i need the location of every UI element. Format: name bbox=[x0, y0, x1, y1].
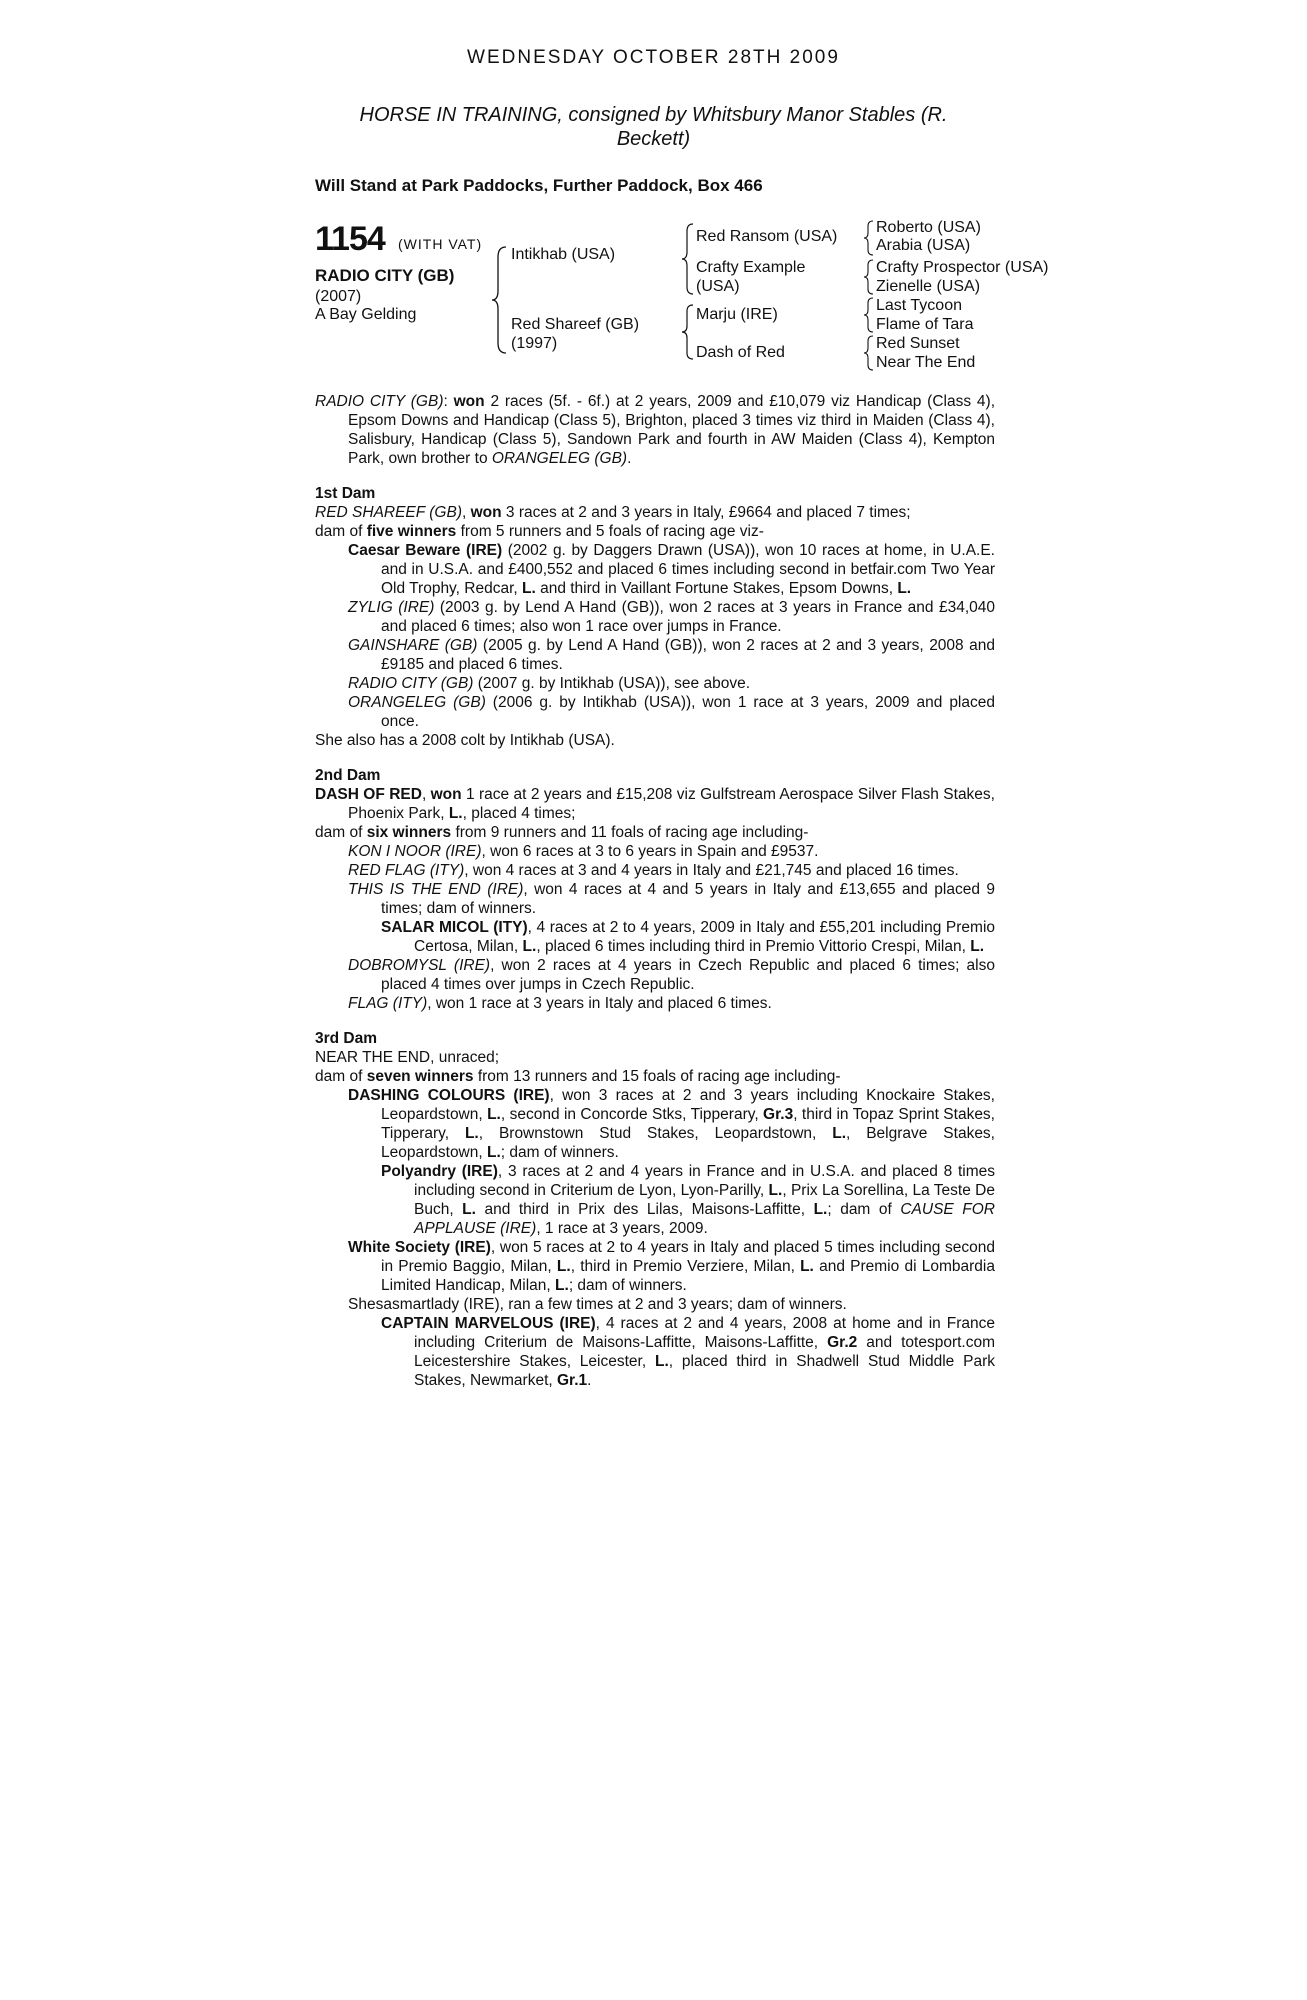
summary-horse-name: RADIO CITY (GB) bbox=[315, 393, 444, 410]
produce-text: (2003 g. by Lend A Hand (GB)), won 2 races at 3 years in France and £34,040 and placed 6 times; also won 1 race over jumps in France. bbox=[381, 599, 995, 635]
third-dam-runners: from 13 runners and 15 foals of racing age including- bbox=[473, 1068, 841, 1085]
produce-text: , 1 race at 3 years, 2009. bbox=[536, 1220, 708, 1237]
first-dam-won: won bbox=[470, 504, 502, 521]
second-dam-won: won bbox=[430, 786, 462, 803]
produce-text: ; dam of winners. bbox=[500, 1144, 619, 1161]
pedigree-dam-sire: Marju (IRE) bbox=[696, 306, 778, 323]
produce-text: , Brownstown Stud Stakes, Leopardstown, bbox=[478, 1125, 833, 1142]
first-dam-runners: from 5 runners and 5 foals of racing age viz- bbox=[456, 523, 764, 540]
produce-entry bbox=[315, 994, 995, 1013]
first-dam-also: She also has a 2008 colt by Intikhab (USA). bbox=[315, 732, 615, 749]
produce-name: ZYLIG (IRE) bbox=[348, 599, 435, 616]
produce-text: ; dam of bbox=[827, 1201, 901, 1218]
listed-mark: L. bbox=[487, 1144, 501, 1161]
first-dam-produce-line bbox=[315, 522, 995, 541]
consignment-text: HORSE IN TRAINING, consigned by Whitsbury Manor Stables (R. Beckett) bbox=[359, 104, 948, 150]
listed-mark: L. bbox=[555, 1277, 569, 1294]
produce-name: RED FLAG (ITY) bbox=[348, 862, 465, 879]
first-dam-heading: 1st Dam bbox=[315, 485, 376, 502]
third-dam-winners: seven winners bbox=[366, 1068, 474, 1085]
produce-entry bbox=[315, 674, 995, 693]
listed-mark: L. bbox=[654, 1353, 669, 1370]
pedigree-g3-4: Zienelle (USA) bbox=[876, 278, 981, 295]
first-dam-winners: five winners bbox=[366, 523, 457, 540]
pedigree-sire-dam-country: (USA) bbox=[696, 278, 740, 295]
pedigree-g3-5: Last Tycoon bbox=[876, 297, 962, 314]
pedigree-brace-g4 bbox=[862, 334, 876, 372]
produce-text: , Belgrave Stakes, Leopardstown, bbox=[381, 1125, 995, 1161]
first-dam-text: 3 races at 2 and 3 years in Italy, £9664 and placed 7 times; bbox=[501, 504, 911, 521]
consignment-line bbox=[0, 103, 1307, 151]
first-dam-line: RED SHAREEF (GB), won 3 races at 2 and 3 years in Italy, £9664 and placed 7 times; bbox=[315, 504, 911, 521]
produce-text: . bbox=[587, 1372, 592, 1389]
group-mark: Gr.2 bbox=[827, 1334, 858, 1351]
second-dam-text: 1 race at 2 years and £15,208 viz Gulfstream Aerospace Silver Flash Stakes, Phoenix Park, bbox=[348, 786, 995, 822]
listed-mark: L. bbox=[464, 1125, 479, 1142]
produce-text: , won 1 race at 3 years in Italy and placed 6 times. bbox=[427, 995, 772, 1012]
pedigree-brace-main bbox=[490, 245, 510, 355]
third-dam-dam-of: dam of bbox=[315, 1068, 367, 1085]
produce-text: and third in Prix des Lilas, Maisons-Laffitte, bbox=[475, 1201, 814, 1218]
produce-name: FLAG (ITY) bbox=[348, 995, 428, 1012]
produce-text: and totesport.com Leicestershire Stakes, Leicester, bbox=[414, 1334, 996, 1370]
produce-name: CAPTAIN MARVELOUS (IRE) bbox=[381, 1315, 596, 1332]
produce-name: Polyandry (IRE) bbox=[381, 1163, 498, 1180]
produce-entry bbox=[315, 541, 995, 598]
produce-text: , won 2 races at 4 years in Czech Republic and placed 6 times; also placed 4 times over jumps in Czech Republic. bbox=[381, 957, 995, 993]
third-dam-heading: 3rd Dam bbox=[315, 1030, 378, 1047]
produce-text: , won 4 races at 4 and 5 years in Italy and £13,655 and placed 9 times; dam of winners. bbox=[381, 881, 995, 917]
produce-entry bbox=[315, 693, 995, 731]
race-record-summary: RADIO CITY (GB): won 2 races (5f. - 6f.) at 2 years, 2009 and £10,079 viz Handicap (Class 4), Epsom Downs and Handicap (Class 5), Brighton, placed 3 times viz third in Maiden (Class 4), Salisbury, Handicap (Class 5), Sandown Park and fourth in AW Maiden (Class 4), Kempton Park, own brother to ORANGELEG (GB). bbox=[315, 393, 995, 467]
produce-text: , placed 6 times including third in Premio Vittorio Crespi, Milan, bbox=[536, 938, 971, 955]
produce-entry bbox=[315, 1162, 995, 1238]
produce-text: , placed third in Shadwell Stud Middle Park Stakes, Newmarket, bbox=[414, 1353, 995, 1389]
listed-mark: L. bbox=[522, 938, 537, 955]
produce-text: , 4 races at 2 and 4 years, 2008 at home and in France including Criterium de Maisons-Laffitte, Maisons-Laffitte, bbox=[414, 1315, 995, 1351]
produce-name: White Society (IRE) bbox=[348, 1239, 491, 1256]
pedigree-brace-sire bbox=[680, 222, 696, 296]
produce-text: , won 4 races at 3 and 4 years in Italy and £21,745 and placed 16 times. bbox=[464, 862, 959, 879]
pedigree-brace-g2 bbox=[862, 258, 876, 296]
summary-end: . bbox=[627, 450, 632, 467]
produce-text: , won 5 races at 2 to 4 years in Italy and placed 5 times including second in Premio Baggio, Milan, bbox=[381, 1239, 995, 1275]
listed-mark: L. bbox=[897, 580, 912, 597]
pedigree-sire-sire: Red Ransom (USA) bbox=[696, 228, 838, 245]
produce-entry bbox=[315, 1238, 995, 1295]
listed-mark: L. bbox=[487, 1106, 501, 1123]
summary-brother: ORANGELEG (GB) bbox=[491, 450, 628, 467]
horse-year: (2007) bbox=[315, 288, 362, 305]
produce-name: ORANGELEG (GB) bbox=[348, 694, 486, 711]
produce-text: (2005 g. by Lend A Hand (GB)), won 2 races at 2 and 3 years, 2008 and £9185 and placed 6 times. bbox=[381, 637, 995, 673]
produce-text: , won 6 races at 3 to 6 years in Spain and £9537. bbox=[481, 843, 819, 860]
listed-mark: L. bbox=[556, 1258, 571, 1275]
horse-name: RADIO CITY (GB) bbox=[315, 266, 455, 285]
pedigree-g3-6: Flame of Tara bbox=[876, 316, 974, 333]
produce-name: DOBROMYSL (IRE) bbox=[348, 957, 491, 974]
produce-entry bbox=[315, 1086, 995, 1162]
pedigree-g3-2: Arabia (USA) bbox=[876, 237, 971, 254]
summary-won: won bbox=[453, 393, 485, 410]
pedigree-sire-dam: Crafty Example bbox=[696, 259, 806, 276]
produce-text: (2006 g. by Intikhab (USA)), won 1 race at 3 years, 2009 and placed once. bbox=[381, 694, 995, 730]
listed-mark: L. bbox=[768, 1182, 783, 1199]
second-dam-winners: six winners bbox=[366, 824, 452, 841]
produce-name: THIS IS THE END (IRE) bbox=[348, 881, 524, 898]
produce-text: and third in Vaillant Fortune Stakes, Epsom Downs, bbox=[535, 580, 898, 597]
produce-text: , won 3 races at 2 and 3 years including Knockaire Stakes, Leopardstown, bbox=[381, 1087, 995, 1123]
pedigree-dam: Red Shareef (GB) bbox=[511, 316, 640, 333]
pedigree-brace-g1 bbox=[862, 219, 876, 257]
produce-entry bbox=[315, 918, 995, 956]
listed-mark: L. bbox=[970, 938, 985, 955]
produce-name: KON I NOOR (IRE) bbox=[348, 843, 482, 860]
stand-location: Will Stand at Park Paddocks, Further Paddock, Box 466 bbox=[315, 176, 763, 195]
produce-text: , 4 races at 2 to 4 years, 2009 in Italy and £55,201 including Premio Certosa, Milan, bbox=[414, 919, 996, 955]
sale-date: WEDNESDAY OCTOBER 28TH 2009 bbox=[467, 47, 840, 68]
produce-text: (2002 g. by Daggers Drawn (USA)), won 10 races at home, in U.A.E. and in U.S.A. and £400,552 and placed 6 times including second in betfair.com Two Year Old Trophy, Redcar, bbox=[381, 542, 995, 597]
pedigree-dam-dam: Dash of Red bbox=[696, 344, 785, 361]
produce-name: DASHING COLOURS (IRE) bbox=[348, 1087, 550, 1104]
produce-text: , Prix La Sorellina, La Teste De Buch, bbox=[414, 1182, 995, 1218]
produce-text: , third in Topaz Sprint Stakes, Tipperary, bbox=[381, 1106, 995, 1142]
produce-name: Caesar Beware (IRE) bbox=[348, 542, 503, 559]
listed-mark: L. bbox=[813, 1201, 828, 1218]
horse-description: A Bay Gelding bbox=[315, 306, 417, 323]
listed-mark: L. bbox=[462, 1201, 476, 1218]
first-dam-dam-of: dam of bbox=[315, 523, 367, 540]
pedigree-g3-8: Near The End bbox=[876, 354, 976, 371]
produce-entry bbox=[315, 956, 995, 994]
second-dam-text: , placed 4 times; bbox=[462, 805, 576, 822]
third-dam-line: NEAR THE END, unraced; bbox=[315, 1049, 500, 1066]
lot-number: 1154 bbox=[315, 220, 385, 258]
second-dam-line: DASH OF RED, won 1 race at 2 years and £15,208 viz Gulfstream Aerospace Silver Flash Stakes, Phoenix Park, L., placed 4 times; bbox=[315, 786, 995, 822]
second-dam-produce-line bbox=[315, 823, 995, 842]
produce-entry: Shesasmartlady (IRE), ran a few times at 2 and 3 years; dam of winners. bbox=[348, 1296, 847, 1313]
produce-entry bbox=[315, 636, 995, 674]
listed-mark: L. bbox=[800, 1258, 814, 1275]
produce-name: SALAR MICOL (ITY) bbox=[381, 919, 528, 936]
pedigree-g3-3: Crafty Prospector (USA) bbox=[876, 259, 1049, 276]
produce-entry bbox=[315, 880, 995, 918]
second-dam-runners: from 9 runners and 11 foals of racing age including- bbox=[451, 824, 809, 841]
produce-text: , second in Concorde Stks, Tipperary, bbox=[500, 1106, 764, 1123]
third-dam-produce-line bbox=[315, 1067, 995, 1086]
produce-name: RADIO CITY (GB) bbox=[348, 675, 474, 692]
second-dam-heading: 2nd Dam bbox=[315, 767, 381, 784]
produce-entry bbox=[315, 1314, 995, 1390]
produce-text: (2007 g. by Intikhab (USA)), see above. bbox=[473, 675, 751, 692]
listed-mark: L. bbox=[522, 580, 536, 597]
pedigree-g3-1: Roberto (USA) bbox=[876, 219, 981, 236]
produce-entry bbox=[315, 598, 995, 636]
group-mark: Gr.3 bbox=[763, 1106, 794, 1123]
produce-entry bbox=[315, 842, 995, 861]
produce-name: CAUSE FOR APPLAUSE (IRE) bbox=[414, 1201, 995, 1237]
produce-entry bbox=[315, 861, 995, 880]
pedigree-g3-7: Red Sunset bbox=[876, 335, 960, 352]
catalogue-body bbox=[315, 392, 995, 1390]
pedigree-sire: Intikhab (USA) bbox=[511, 246, 616, 263]
vat-note: (WITH VAT) bbox=[398, 236, 483, 252]
group-mark: Gr.1 bbox=[557, 1372, 588, 1389]
produce-text: and Premio di Lombardia Limited Handicap, Milan, bbox=[381, 1258, 995, 1294]
produce-text: , 3 races at 2 and 4 years in France and in U.S.A. and placed 8 times including second in Criterium de Lyon, Lyon-Parilly, bbox=[414, 1163, 995, 1199]
listed-mark: L. bbox=[832, 1125, 847, 1142]
summary-text: 2 races (5f. - 6f.) at 2 years, 2009 and £10,079 viz Handicap (Class 4), Epsom Downs and Handicap (Class 5), Brighton, placed 3 times viz third in Maiden (Class 4), Salisbury, Handicap (Class 5), Sandown Park and fourth in AW Maiden (Class 4), Kempton Park, own brother to bbox=[348, 393, 995, 467]
second-dam-dam-of: dam of bbox=[315, 824, 367, 841]
pedigree-brace-dam bbox=[680, 303, 696, 361]
produce-text: , third in Premio Verziere, Milan, bbox=[570, 1258, 801, 1275]
listed-mark: L. bbox=[448, 805, 463, 822]
pedigree-brace-g3 bbox=[862, 296, 876, 334]
second-dam-name: DASH OF RED bbox=[315, 786, 422, 803]
first-dam-name: RED SHAREEF (GB) bbox=[315, 504, 462, 521]
produce-text: ; dam of winners. bbox=[568, 1277, 687, 1294]
produce-name: GAINSHARE (GB) bbox=[348, 637, 478, 654]
pedigree-dam-year: (1997) bbox=[511, 335, 558, 352]
